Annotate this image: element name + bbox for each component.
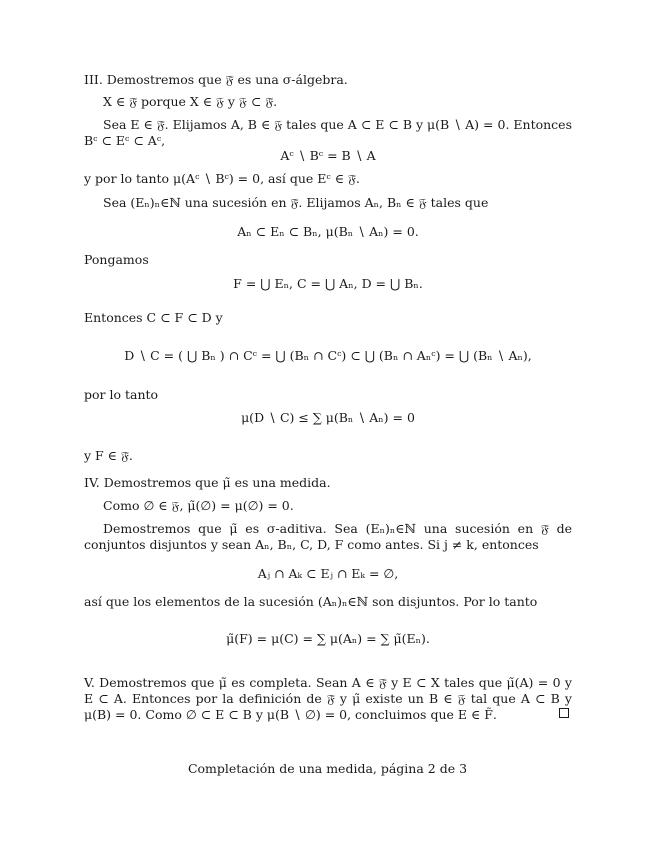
equation-inclusions: Aₙ ⊂ Eₙ ⊂ Bₙ, μ(Bₙ ∖ Aₙ) = 0. <box>237 224 419 239</box>
equation-disjoint: Aⱼ ∩ Aₖ ⊂ Eⱼ ∩ Eₖ = ∅, <box>257 566 399 581</box>
equation-complement: Aᶜ ∖ Bᶜ = B ∖ A <box>280 148 376 163</box>
section-3-paragraph-2: Sea E ∈ 𝔉̃. Elijamos A, B ∈ 𝔉 tales que A ⊂ E ⊂ B y μ(B ∖ A) = 0. Entonces Bᶜ ⊂ Eᶜ ⊂ Aᶜ, <box>84 117 572 148</box>
section-3-paragraph-3: y por lo tanto μ(Aᶜ ∖ Bᶜ) = 0, así que Eᶜ ∈ 𝔉̃. <box>84 171 360 186</box>
equation-additivity: μ̃(F) = μ(C) = ∑ μ(Aₙ) = ∑ μ̃(Eₙ). <box>226 631 430 646</box>
section-4-heading: IV. Demostremos que μ̃ es una medida. <box>84 475 331 490</box>
section-3-paragraph-8: y F ∈ 𝔉̃. <box>84 448 133 463</box>
section-4-paragraph-1: Como ∅ ∈ 𝔉, μ̃(∅) = μ(∅) = 0. <box>103 498 294 513</box>
section-5-paragraph: V. Demostremos que μ̃ es completa. Sean A ∈ 𝔉̃ y E ⊂ X tales que μ̃(A) = 0 y E ⊂ A. Entonces por la definición de 𝔉̃ y μ̃ existe un B ∈ 𝔉 tal que A ⊂ B y μ(B) = 0. Como ∅ ⊂ E ⊂ B y μ(B ∖ ∅) = 0, concluimos que E ∈ F̃. <box>84 675 572 722</box>
equation-union-definitions: F = ⋃ Eₙ, C = ⋃ Aₙ, D = ⋃ Bₙ. <box>233 276 423 291</box>
section-3-paragraph-1: X ∈ 𝔉̃ porque X ∈ 𝔉 y 𝔉 ⊂ 𝔉̃. <box>103 94 278 109</box>
equation-measure-bound: μ(D ∖ C) ≤ ∑ μ(Bₙ ∖ Aₙ) = 0 <box>241 410 415 425</box>
section-3-heading: III. Demostremos que 𝔉̃ es una σ-álgebra. <box>84 72 348 87</box>
equation-difference-unions: D ∖ C = ( ⋃ Bₙ ) ∩ Cᶜ = ⋃ (Bₙ ∩ Cᶜ) ⊂ ⋃ (Bₙ ∩ Aₙᶜ) = ⋃ (Bₙ ∖ Aₙ), <box>124 348 532 363</box>
qed-square <box>559 708 569 718</box>
page-footer: Completación de una medida, página 2 de 3 <box>187 761 468 776</box>
section-4-paragraph-3: así que los elementos de la sucesión (Aₙ)ₙ∈ℕ son disjuntos. Por lo tanto <box>84 594 538 609</box>
section-3-paragraph-4: Sea (Eₙ)ₙ∈ℕ una sucesión en 𝔉̃. Elijamos Aₙ, Bₙ ∈ 𝔉 tales que <box>103 195 489 210</box>
section-3-paragraph-5: Pongamos <box>84 252 149 267</box>
section-3-paragraph-6: Entonces C ⊂ F ⊂ D y <box>84 310 223 325</box>
section-4-paragraph-2: Demostremos que μ̃ es σ-aditiva. Sea (Eₙ)ₙ∈ℕ una sucesión en 𝔉̃ de conjuntos disjuntos y sean Aₙ, Bₙ, C, D, F como antes. Si j ≠ k, entonces <box>84 521 572 552</box>
section-3-paragraph-7: por lo tanto <box>84 387 159 402</box>
